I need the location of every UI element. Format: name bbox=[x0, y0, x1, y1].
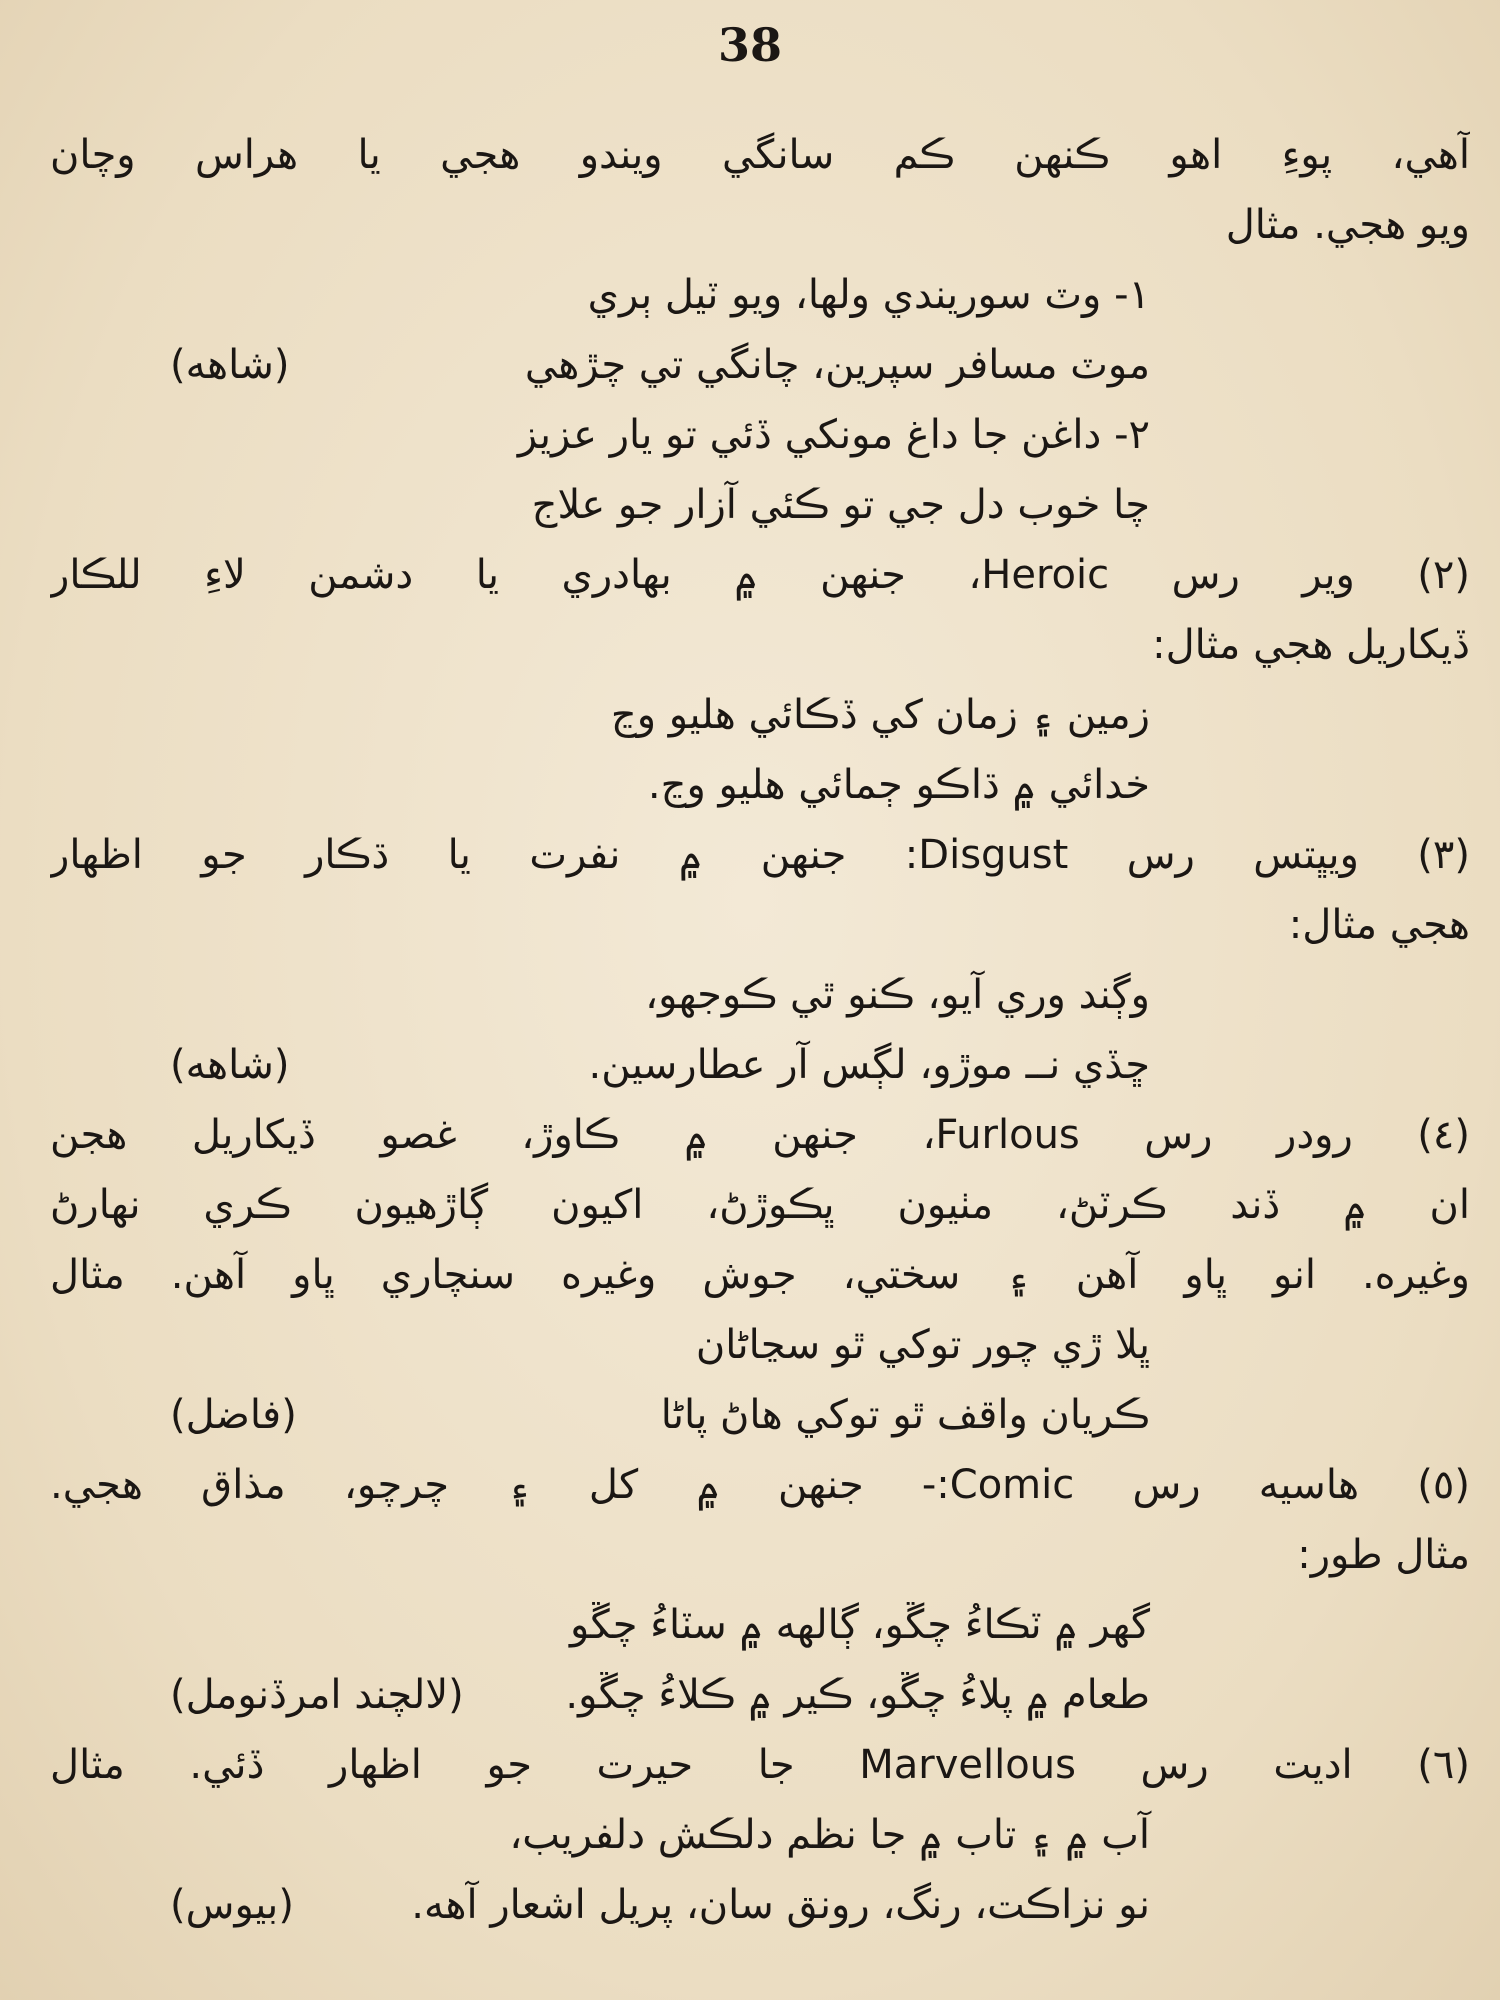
line-text: (٤) رودر رس Furlous، جنهن ۾ ڪاوڙ، غصو ڏيکاريل هجن bbox=[50, 1112, 1470, 1158]
line-text: هجي مثال: bbox=[1288, 902, 1470, 948]
paragraph-line bbox=[50, 1520, 1470, 1590]
verse-line bbox=[50, 680, 1470, 750]
paragraph-line bbox=[50, 540, 1470, 610]
line-text: ٢- داغن جا داغ مونکي ڏئي تو يار عزيز bbox=[517, 412, 1150, 458]
line-text: ان ۾ ڏند ڪرٽڻ، مٺيون ڀڪوڙڻ، اکيون ڳاڙهيون ڪري نهارڻ bbox=[50, 1182, 1470, 1228]
verse-line bbox=[50, 470, 1470, 540]
verse-line bbox=[50, 1380, 1470, 1450]
line-text: زمين ۽ زمان کي ڏڪائي هليو وڃ bbox=[610, 692, 1150, 738]
poet-attribution: (فاضل) bbox=[170, 1392, 297, 1438]
line-text: خدائي ۾ ڌاڪو ڄمائي هليو وڃ. bbox=[647, 762, 1150, 808]
poet-attribution: (بيوس) bbox=[170, 1882, 294, 1928]
line-text: ١- وٽ سوريندي ولها، ويو ٽيل ٻري bbox=[587, 272, 1150, 318]
paragraph-line bbox=[50, 1240, 1470, 1310]
verse-line bbox=[50, 1310, 1470, 1380]
paragraph-line bbox=[50, 1100, 1470, 1170]
verse-line bbox=[50, 1590, 1470, 1660]
verse-line bbox=[50, 1030, 1470, 1100]
line-text: آهي، پوءِ اهو ڪنهن ڪم سانگي ويندو هجي يا هراس وچان bbox=[50, 132, 1470, 178]
verse-line bbox=[50, 960, 1470, 1030]
line-text: وغيره. انو ڀاو آهن ۽ سختي، جوش وغيره سنچاري ڀاو آهن. مثال bbox=[50, 1252, 1470, 1298]
paragraph-line bbox=[50, 1730, 1470, 1800]
line-text: موٽ مسافر سپرين، چانگي تي چڙهي bbox=[524, 342, 1150, 388]
line-text: (٣) ويڀتس رس Disgust: جنهن ۾ نفرت يا ڌڪار جو اظهار bbox=[50, 832, 1470, 878]
verse-line bbox=[50, 330, 1470, 400]
verse-line bbox=[50, 400, 1470, 470]
page-number: 38 bbox=[717, 18, 782, 72]
line-text: (٦) اديت رس Marvellous جا حيرت جو اظهار ڏئي. مثال bbox=[50, 1742, 1470, 1788]
line-text: ڪريان واقف ٿو توکي هاڻ پاڻا bbox=[660, 1392, 1150, 1438]
paragraph-line bbox=[50, 1170, 1470, 1240]
line-text: ويو هجي. مثال bbox=[1225, 202, 1470, 248]
line-text: ڀلا ڙي چور توکي ٿو سڃاڻان bbox=[695, 1322, 1150, 1368]
line-text: (٥) هاسيه رس Comic:- جنهن ۾ کل ۽ چرچو، مذاق هجي. bbox=[50, 1462, 1470, 1508]
poet-attribution: (شاهه) bbox=[170, 1042, 290, 1088]
line-text: ڇڏي نــ موڙو، لڳس آر عطارسين. bbox=[588, 1042, 1150, 1088]
line-text: گهر ۾ ٽڪاءُ چڱو، ڳالهه ۾ سٽاءُ چڱو bbox=[569, 1602, 1150, 1648]
line-text: چا خوب دل جي تو ڪئي آزار جو علاج bbox=[531, 482, 1150, 528]
verse-line bbox=[50, 1800, 1470, 1870]
line-text: مثال طور: bbox=[1297, 1532, 1470, 1578]
paragraph-line bbox=[50, 120, 1470, 190]
line-text: آب ۾ ۽ تاب ۾ جا نظم دلڪش دلفريب، bbox=[509, 1812, 1150, 1858]
line-text: (٢) وير رس Heroic، جنهن ۾ بهادري يا دشمن لاءِ للڪار bbox=[50, 552, 1470, 598]
verse-line bbox=[50, 750, 1470, 820]
verse-line bbox=[50, 260, 1470, 330]
line-text: وڳند وري آيو، ڪنو ٿي ڪوجهو، bbox=[645, 972, 1150, 1018]
poet-attribution: (لالچند امرڏنومل) bbox=[170, 1672, 464, 1718]
line-text: طعام ۾ پلاءُ چڱو، ڪير ۾ ڪلاءُ چڱو. bbox=[565, 1672, 1150, 1718]
line-text: ڏيکاريل هجي مثال: bbox=[1152, 622, 1470, 668]
paragraph-line bbox=[50, 1450, 1470, 1520]
paragraph-line bbox=[50, 890, 1470, 960]
verse-line bbox=[50, 1870, 1470, 1940]
paragraph-line bbox=[50, 190, 1470, 260]
line-text: نو نزاڪت، رنگ، رونق سان، پريل اشعار آهه. bbox=[411, 1882, 1150, 1928]
page-body-text bbox=[50, 120, 1470, 1940]
paragraph-line bbox=[50, 610, 1470, 680]
paragraph-line bbox=[50, 820, 1470, 890]
verse-line bbox=[50, 1660, 1470, 1730]
poet-attribution: (شاهه) bbox=[170, 342, 290, 388]
